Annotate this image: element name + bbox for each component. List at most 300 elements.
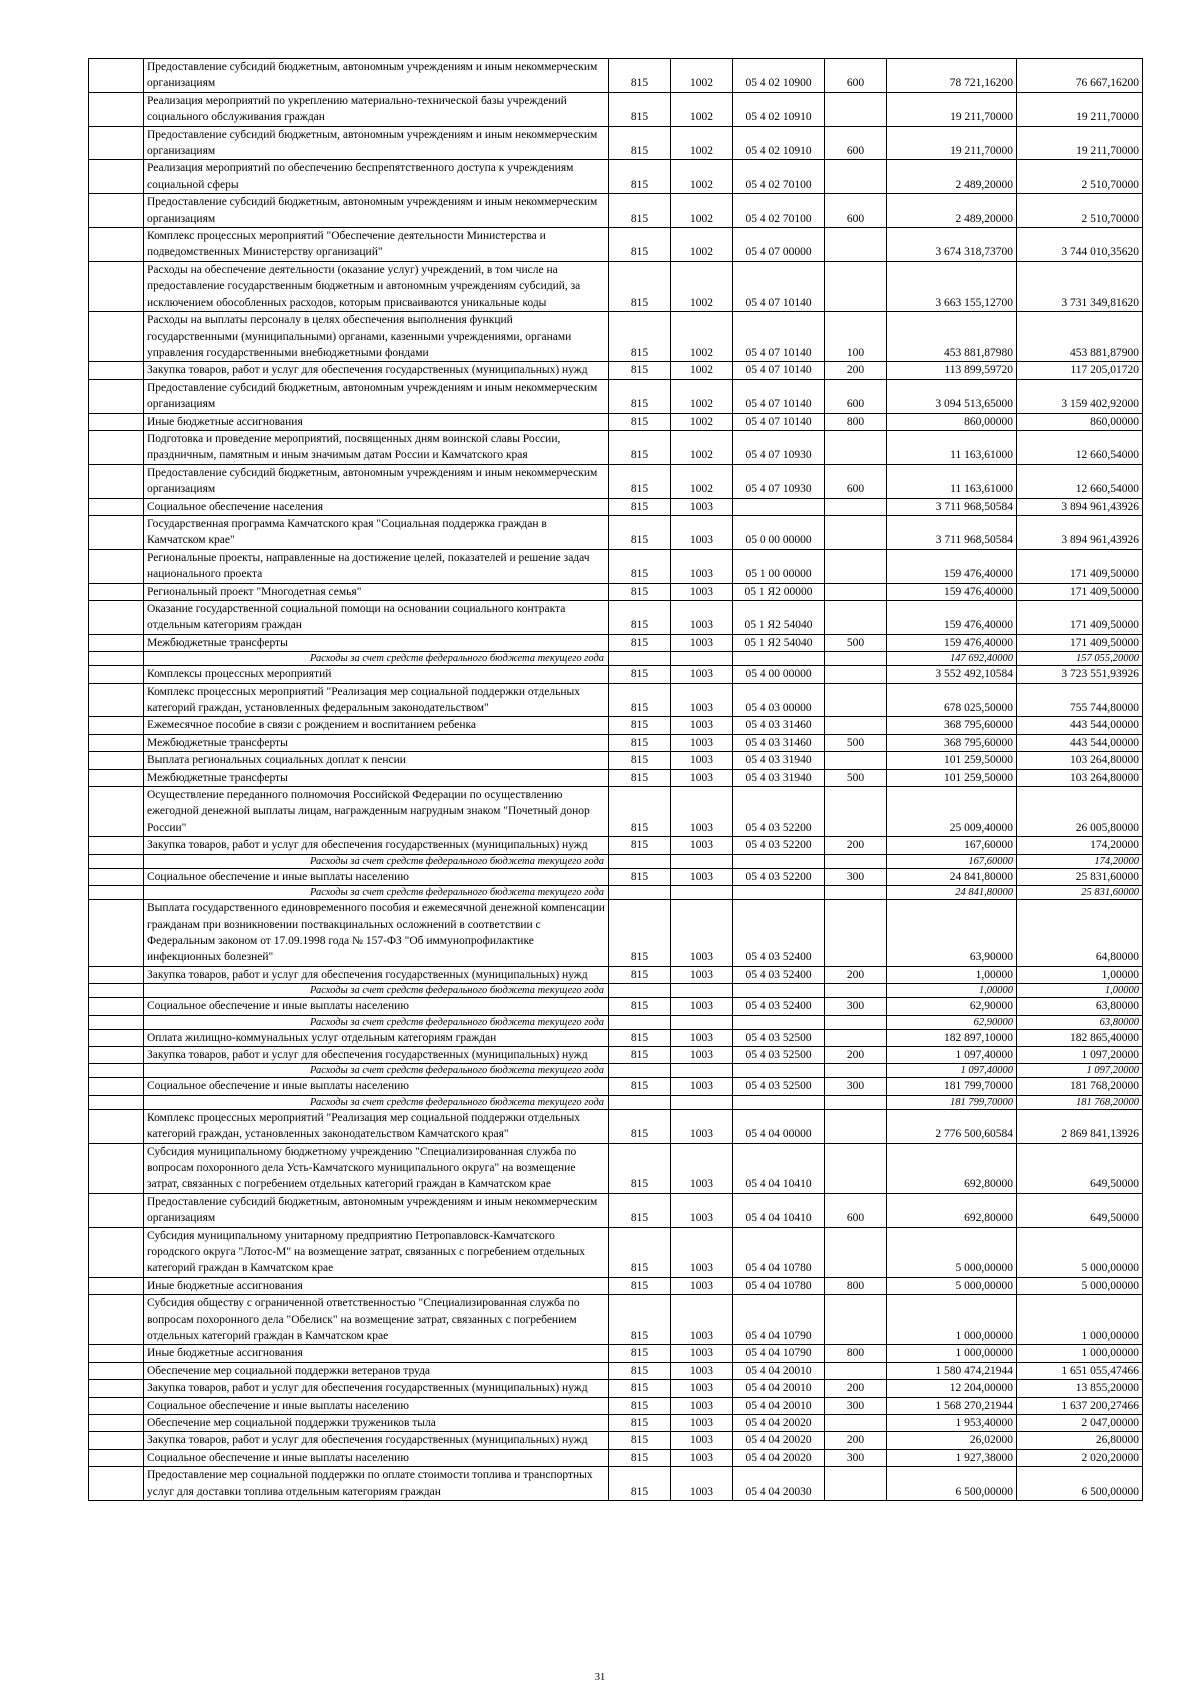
blank-index-cell bbox=[89, 886, 144, 900]
table-row bbox=[89, 1432, 1143, 1449]
section-code-cell bbox=[671, 652, 733, 666]
blank-index-cell bbox=[89, 634, 144, 651]
section-code-cell: 1003 bbox=[671, 1467, 733, 1501]
amount-year-2-cell: 1 637 200,27466 bbox=[1017, 1397, 1143, 1414]
table-row bbox=[89, 787, 1143, 837]
item-name-cell: Региональные проекты, направленные на достижение целей, показателей и решение задач национального проекта bbox=[144, 549, 609, 583]
table-row bbox=[89, 126, 1143, 160]
ministry-code-cell: 815 bbox=[609, 1467, 671, 1501]
amount-year-1-cell: 62,90000 bbox=[887, 1015, 1017, 1029]
table-row bbox=[89, 413, 1143, 430]
item-name-cell: Расходы за счет средств федерального бюджета текущего года bbox=[144, 1015, 609, 1029]
table-row bbox=[89, 734, 1143, 751]
amount-year-2-cell: 755 744,80000 bbox=[1017, 683, 1143, 717]
amount-year-2-cell: 19 211,70000 bbox=[1017, 92, 1143, 126]
amount-year-2-cell: 1,00000 bbox=[1017, 966, 1143, 983]
section-code-cell: 1003 bbox=[671, 683, 733, 717]
item-name-cell: Субсидия муниципальному унитарному предприятию Петропавловск-Камчатского городского округа "Лотос-М" на возмещение затрат, связанных с погребением отдельных категорий граждан в Камчатском крае bbox=[144, 1227, 609, 1277]
table-subrow-federal bbox=[89, 854, 1143, 868]
expense-type-cell bbox=[825, 515, 887, 549]
target-article-cell bbox=[733, 984, 825, 998]
table-row bbox=[89, 549, 1143, 583]
item-name-cell: Оказание государственной социальной помощи на основании социального контракта отдельным категориям граждан bbox=[144, 601, 609, 635]
expense-type-cell: 200 bbox=[825, 1432, 887, 1449]
item-name-cell: Предоставление субсидий бюджетным, автономным учреждениям и иным некоммерческим организациям bbox=[144, 194, 609, 228]
blank-index-cell bbox=[89, 601, 144, 635]
item-name-cell: Комплекс процессных мероприятий "Обеспечение деятельности Министерства и подведомственных Министерству организаций" bbox=[144, 228, 609, 262]
item-name-cell: Межбюджетные трансферты bbox=[144, 769, 609, 786]
ministry-code-cell: 815 bbox=[609, 92, 671, 126]
amount-year-1-cell: 860,00000 bbox=[887, 413, 1017, 430]
expense-type-cell bbox=[825, 160, 887, 194]
section-code-cell bbox=[671, 854, 733, 868]
section-code-cell: 1003 bbox=[671, 1109, 733, 1143]
ministry-code-cell: 815 bbox=[609, 769, 671, 786]
ministry-code-cell: 815 bbox=[609, 362, 671, 379]
target-article-cell: 05 4 04 20010 bbox=[733, 1380, 825, 1397]
ministry-code-cell: 815 bbox=[609, 601, 671, 635]
ministry-code-cell: 815 bbox=[609, 787, 671, 837]
target-article-cell: 05 4 07 10140 bbox=[733, 261, 825, 311]
target-article-cell: 05 4 03 00000 bbox=[733, 683, 825, 717]
section-code-cell: 1003 bbox=[671, 1345, 733, 1362]
amount-year-1-cell: 181 799,70000 bbox=[887, 1095, 1017, 1109]
ministry-code-cell: 815 bbox=[609, 1277, 671, 1294]
amount-year-2-cell: 1,00000 bbox=[1017, 984, 1143, 998]
expense-type-cell: 300 bbox=[825, 1449, 887, 1466]
blank-index-cell bbox=[89, 1277, 144, 1294]
blank-index-cell bbox=[89, 464, 144, 498]
target-article-cell: 05 4 02 70100 bbox=[733, 160, 825, 194]
expense-type-cell: 500 bbox=[825, 734, 887, 751]
target-article-cell: 05 4 03 52500 bbox=[733, 1029, 825, 1046]
amount-year-2-cell: 1 651 055,47466 bbox=[1017, 1362, 1143, 1379]
ministry-code-cell: 815 bbox=[609, 1432, 671, 1449]
target-article-cell: 05 4 04 20020 bbox=[733, 1415, 825, 1432]
expense-type-cell bbox=[825, 666, 887, 683]
blank-index-cell bbox=[89, 1432, 144, 1449]
table-row bbox=[89, 1397, 1143, 1414]
ministry-code-cell bbox=[609, 886, 671, 900]
item-name-cell: Предоставление субсидий бюджетным, автономным учреждениям и иным некоммерческим организациям bbox=[144, 464, 609, 498]
target-article-cell: 05 4 07 00000 bbox=[733, 228, 825, 262]
blank-index-cell bbox=[89, 312, 144, 362]
target-article-cell: 05 4 04 20020 bbox=[733, 1432, 825, 1449]
expense-type-cell: 600 bbox=[825, 59, 887, 93]
section-code-cell: 1002 bbox=[671, 160, 733, 194]
amount-year-1-cell: 3 711 968,50584 bbox=[887, 498, 1017, 515]
ministry-code-cell: 815 bbox=[609, 1193, 671, 1227]
table-row bbox=[89, 1046, 1143, 1063]
blank-index-cell bbox=[89, 1415, 144, 1432]
blank-index-cell bbox=[89, 379, 144, 413]
section-code-cell: 1003 bbox=[671, 498, 733, 515]
ministry-code-cell: 815 bbox=[609, 430, 671, 464]
target-article-cell: 05 1 Я2 54040 bbox=[733, 634, 825, 651]
expense-type-cell bbox=[825, 1227, 887, 1277]
ministry-code-cell bbox=[609, 652, 671, 666]
expense-type-cell: 200 bbox=[825, 837, 887, 854]
amount-year-2-cell: 3 731 349,81620 bbox=[1017, 261, 1143, 311]
expense-type-cell bbox=[825, 1095, 887, 1109]
amount-year-2-cell: 3 894 961,43926 bbox=[1017, 498, 1143, 515]
section-code-cell bbox=[671, 1095, 733, 1109]
expense-type-cell bbox=[825, 984, 887, 998]
item-name-cell: Расходы за счет средств федерального бюджета текущего года bbox=[144, 1095, 609, 1109]
expense-type-cell: 800 bbox=[825, 413, 887, 430]
section-code-cell: 1003 bbox=[671, 1046, 733, 1063]
ministry-code-cell: 815 bbox=[609, 868, 671, 885]
amount-year-1-cell: 5 000,00000 bbox=[887, 1277, 1017, 1294]
amount-year-2-cell: 12 660,54000 bbox=[1017, 430, 1143, 464]
table-row bbox=[89, 583, 1143, 600]
item-name-cell: Иные бюджетные ассигнования bbox=[144, 413, 609, 430]
expense-type-cell: 300 bbox=[825, 1397, 887, 1414]
table-row bbox=[89, 1109, 1143, 1143]
table-row bbox=[89, 601, 1143, 635]
amount-year-2-cell: 3 159 402,92000 bbox=[1017, 379, 1143, 413]
ministry-code-cell: 815 bbox=[609, 1109, 671, 1143]
blank-index-cell bbox=[89, 362, 144, 379]
amount-year-1-cell: 1 000,00000 bbox=[887, 1345, 1017, 1362]
blank-index-cell bbox=[89, 666, 144, 683]
ministry-code-cell: 815 bbox=[609, 1227, 671, 1277]
amount-year-1-cell: 3 552 492,10584 bbox=[887, 666, 1017, 683]
table-row bbox=[89, 1143, 1143, 1193]
section-code-cell: 1003 bbox=[671, 998, 733, 1015]
target-article-cell bbox=[733, 498, 825, 515]
amount-year-2-cell: 1 097,20000 bbox=[1017, 1064, 1143, 1078]
section-code-cell: 1003 bbox=[671, 1143, 733, 1193]
amount-year-1-cell: 5 000,00000 bbox=[887, 1227, 1017, 1277]
amount-year-1-cell: 167,60000 bbox=[887, 854, 1017, 868]
amount-year-2-cell: 12 660,54000 bbox=[1017, 464, 1143, 498]
expense-type-cell bbox=[825, 752, 887, 769]
table-row bbox=[89, 379, 1143, 413]
target-article-cell: 05 4 04 20030 bbox=[733, 1467, 825, 1501]
section-code-cell: 1003 bbox=[671, 966, 733, 983]
amount-year-1-cell: 25 009,40000 bbox=[887, 787, 1017, 837]
expense-type-cell: 300 bbox=[825, 1078, 887, 1095]
table-row bbox=[89, 160, 1143, 194]
blank-index-cell bbox=[89, 652, 144, 666]
amount-year-2-cell: 174,20000 bbox=[1017, 854, 1143, 868]
section-code-cell: 1002 bbox=[671, 126, 733, 160]
expense-type-cell: 600 bbox=[825, 126, 887, 160]
table-subrow-federal bbox=[89, 984, 1143, 998]
target-article-cell: 05 4 04 10790 bbox=[733, 1345, 825, 1362]
blank-index-cell bbox=[89, 261, 144, 311]
table-row bbox=[89, 430, 1143, 464]
amount-year-1-cell: 101 259,50000 bbox=[887, 769, 1017, 786]
amount-year-2-cell: 3 894 961,43926 bbox=[1017, 515, 1143, 549]
section-code-cell bbox=[671, 886, 733, 900]
target-article-cell: 05 4 04 20020 bbox=[733, 1449, 825, 1466]
section-code-cell: 1003 bbox=[671, 769, 733, 786]
section-code-cell: 1003 bbox=[671, 717, 733, 734]
section-code-cell: 1003 bbox=[671, 837, 733, 854]
target-article-cell: 05 4 02 70100 bbox=[733, 194, 825, 228]
item-name-cell: Расходы за счет средств федерального бюджета текущего года bbox=[144, 984, 609, 998]
target-article-cell bbox=[733, 1015, 825, 1029]
section-code-cell: 1003 bbox=[671, 1295, 733, 1345]
ministry-code-cell: 815 bbox=[609, 900, 671, 967]
section-code-cell: 1003 bbox=[671, 1432, 733, 1449]
expense-type-cell bbox=[825, 601, 887, 635]
amount-year-2-cell: 171 409,50000 bbox=[1017, 601, 1143, 635]
amount-year-2-cell: 2 510,70000 bbox=[1017, 160, 1143, 194]
item-name-cell: Иные бюджетные ассигнования bbox=[144, 1277, 609, 1294]
amount-year-1-cell: 1 580 474,21944 bbox=[887, 1362, 1017, 1379]
amount-year-1-cell: 19 211,70000 bbox=[887, 92, 1017, 126]
amount-year-1-cell: 692,80000 bbox=[887, 1193, 1017, 1227]
amount-year-1-cell: 19 211,70000 bbox=[887, 126, 1017, 160]
item-name-cell: Закупка товаров, работ и услуг для обеспечения государственных (муниципальных) нужд bbox=[144, 1432, 609, 1449]
amount-year-2-cell: 64,80000 bbox=[1017, 900, 1143, 967]
budget-table bbox=[88, 58, 1143, 1501]
expense-type-cell bbox=[825, 583, 887, 600]
ministry-code-cell bbox=[609, 854, 671, 868]
target-article-cell: 05 4 07 10930 bbox=[733, 464, 825, 498]
expense-type-cell: 200 bbox=[825, 1380, 887, 1397]
table-subrow-federal bbox=[89, 886, 1143, 900]
section-code-cell: 1003 bbox=[671, 752, 733, 769]
item-name-cell: Региональный проект "Многодетная семья" bbox=[144, 583, 609, 600]
amount-year-2-cell: 181 768,20000 bbox=[1017, 1095, 1143, 1109]
table-row bbox=[89, 1078, 1143, 1095]
blank-index-cell bbox=[89, 900, 144, 967]
section-code-cell: 1002 bbox=[671, 261, 733, 311]
blank-index-cell bbox=[89, 787, 144, 837]
item-name-cell: Комплексы процессных мероприятий bbox=[144, 666, 609, 683]
ministry-code-cell: 815 bbox=[609, 1143, 671, 1193]
target-article-cell: 05 4 03 52200 bbox=[733, 868, 825, 885]
expense-type-cell bbox=[825, 652, 887, 666]
blank-index-cell bbox=[89, 1015, 144, 1029]
item-name-cell: Социальное обеспечение населения bbox=[144, 498, 609, 515]
ministry-code-cell: 815 bbox=[609, 666, 671, 683]
target-article-cell: 05 4 07 10140 bbox=[733, 413, 825, 430]
expense-type-cell bbox=[825, 430, 887, 464]
target-article-cell: 05 4 04 20010 bbox=[733, 1362, 825, 1379]
target-article-cell: 05 4 03 52500 bbox=[733, 1046, 825, 1063]
section-code-cell: 1003 bbox=[671, 1449, 733, 1466]
ministry-code-cell: 815 bbox=[609, 1415, 671, 1432]
amount-year-1-cell: 453 881,87980 bbox=[887, 312, 1017, 362]
ministry-code-cell: 815 bbox=[609, 160, 671, 194]
blank-index-cell bbox=[89, 430, 144, 464]
target-article-cell: 05 4 03 31940 bbox=[733, 769, 825, 786]
amount-year-1-cell: 159 476,40000 bbox=[887, 583, 1017, 600]
item-name-cell: Обеспечение мер социальной поддержки ветеранов труда bbox=[144, 1362, 609, 1379]
section-code-cell: 1002 bbox=[671, 228, 733, 262]
blank-index-cell bbox=[89, 160, 144, 194]
item-name-cell: Социальное обеспечение и иные выплаты населению bbox=[144, 1449, 609, 1466]
item-name-cell: Закупка товаров, работ и услуг для обеспечения государственных (муниципальных) нужд bbox=[144, 362, 609, 379]
table-row bbox=[89, 666, 1143, 683]
amount-year-1-cell: 167,60000 bbox=[887, 837, 1017, 854]
amount-year-1-cell: 26,02000 bbox=[887, 1432, 1017, 1449]
amount-year-2-cell: 76 667,16200 bbox=[1017, 59, 1143, 93]
section-code-cell: 1003 bbox=[671, 1227, 733, 1277]
expense-type-cell bbox=[825, 854, 887, 868]
expense-type-cell bbox=[825, 1362, 887, 1379]
amount-year-1-cell: 78 721,16200 bbox=[887, 59, 1017, 93]
section-code-cell: 1003 bbox=[671, 900, 733, 967]
ministry-code-cell: 815 bbox=[609, 1362, 671, 1379]
item-name-cell: Расходы за счет средств федерального бюджета текущего года bbox=[144, 854, 609, 868]
amount-year-1-cell: 1 953,40000 bbox=[887, 1415, 1017, 1432]
ministry-code-cell: 815 bbox=[609, 752, 671, 769]
section-code-cell: 1003 bbox=[671, 1415, 733, 1432]
item-name-cell: Закупка товаров, работ и услуг для обеспечения государственных (муниципальных) нужд bbox=[144, 1380, 609, 1397]
blank-index-cell bbox=[89, 984, 144, 998]
target-article-cell: 05 1 Я2 00000 bbox=[733, 583, 825, 600]
target-article-cell: 05 4 03 52200 bbox=[733, 787, 825, 837]
amount-year-1-cell: 692,80000 bbox=[887, 1143, 1017, 1193]
target-article-cell bbox=[733, 652, 825, 666]
ministry-code-cell: 815 bbox=[609, 1078, 671, 1095]
blank-index-cell bbox=[89, 1109, 144, 1143]
blank-index-cell bbox=[89, 734, 144, 751]
table-row bbox=[89, 717, 1143, 734]
amount-year-2-cell: 19 211,70000 bbox=[1017, 126, 1143, 160]
blank-index-cell bbox=[89, 1380, 144, 1397]
item-name-cell: Закупка товаров, работ и услуг для обеспечения государственных (муниципальных) нужд bbox=[144, 966, 609, 983]
blank-index-cell bbox=[89, 515, 144, 549]
table-body bbox=[89, 59, 1143, 1501]
ministry-code-cell: 815 bbox=[609, 379, 671, 413]
item-name-cell: Государственная программа Камчатского края "Социальная поддержка граждан в Камчатском крае" bbox=[144, 515, 609, 549]
blank-index-cell bbox=[89, 498, 144, 515]
target-article-cell: 05 4 03 31460 bbox=[733, 734, 825, 751]
table-row bbox=[89, 966, 1143, 983]
amount-year-1-cell: 63,90000 bbox=[887, 900, 1017, 967]
expense-type-cell: 800 bbox=[825, 1345, 887, 1362]
section-code-cell: 1002 bbox=[671, 464, 733, 498]
amount-year-2-cell: 860,00000 bbox=[1017, 413, 1143, 430]
target-article-cell: 05 4 04 10780 bbox=[733, 1227, 825, 1277]
expense-type-cell: 500 bbox=[825, 634, 887, 651]
expense-type-cell bbox=[825, 1295, 887, 1345]
table-row bbox=[89, 837, 1143, 854]
item-name-cell: Субсидия обществу с ограниченной ответственностью "Специализированная служба по вопросам похоронного дела "Обелиск" на возмещение затрат, связанных с погребением отдельных категорий граждан в Камчатском крае bbox=[144, 1295, 609, 1345]
amount-year-2-cell: 2 869 841,13926 bbox=[1017, 1109, 1143, 1143]
ministry-code-cell: 815 bbox=[609, 498, 671, 515]
expense-type-cell: 800 bbox=[825, 1277, 887, 1294]
target-article-cell: 05 4 03 52400 bbox=[733, 900, 825, 967]
amount-year-1-cell: 159 476,40000 bbox=[887, 601, 1017, 635]
table-row bbox=[89, 59, 1143, 93]
blank-index-cell bbox=[89, 59, 144, 93]
ministry-code-cell: 815 bbox=[609, 1380, 671, 1397]
ministry-code-cell: 815 bbox=[609, 734, 671, 751]
item-name-cell: Закупка товаров, работ и услуг для обеспечения государственных (муниципальных) нужд bbox=[144, 1046, 609, 1063]
section-code-cell: 1002 bbox=[671, 194, 733, 228]
blank-index-cell bbox=[89, 583, 144, 600]
table-row bbox=[89, 998, 1143, 1015]
amount-year-1-cell: 368 795,60000 bbox=[887, 717, 1017, 734]
target-article-cell: 05 4 04 10410 bbox=[733, 1193, 825, 1227]
ministry-code-cell: 815 bbox=[609, 1046, 671, 1063]
amount-year-2-cell: 13 855,20000 bbox=[1017, 1380, 1143, 1397]
section-code-cell: 1002 bbox=[671, 430, 733, 464]
amount-year-2-cell: 2 510,70000 bbox=[1017, 194, 1143, 228]
ministry-code-cell: 815 bbox=[609, 1029, 671, 1046]
table-row bbox=[89, 261, 1143, 311]
blank-index-cell bbox=[89, 769, 144, 786]
expense-type-cell: 600 bbox=[825, 379, 887, 413]
item-name-cell: Расходы на выплаты персоналу в целях обеспечения выполнения функций государственными (муниципальными) органами, казенными учреждениями, органами управления государственными внебюджетными фондами bbox=[144, 312, 609, 362]
amount-year-1-cell: 3 094 513,65000 bbox=[887, 379, 1017, 413]
section-code-cell: 1002 bbox=[671, 362, 733, 379]
amount-year-2-cell: 649,50000 bbox=[1017, 1143, 1143, 1193]
amount-year-2-cell: 443 544,00000 bbox=[1017, 734, 1143, 751]
target-article-cell: 05 4 03 52400 bbox=[733, 966, 825, 983]
expense-type-cell bbox=[825, 683, 887, 717]
amount-year-1-cell: 1 000,00000 bbox=[887, 1295, 1017, 1345]
item-name-cell: Социальное обеспечение и иные выплаты населению bbox=[144, 868, 609, 885]
amount-year-1-cell: 2 776 500,60584 bbox=[887, 1109, 1017, 1143]
amount-year-2-cell: 1 097,20000 bbox=[1017, 1046, 1143, 1063]
section-code-cell: 1003 bbox=[671, 1193, 733, 1227]
amount-year-2-cell: 117 205,01720 bbox=[1017, 362, 1143, 379]
section-code-cell: 1003 bbox=[671, 1362, 733, 1379]
amount-year-1-cell: 11 163,61000 bbox=[887, 464, 1017, 498]
expense-type-cell bbox=[825, 787, 887, 837]
amount-year-1-cell: 24 841,80000 bbox=[887, 886, 1017, 900]
section-code-cell: 1002 bbox=[671, 312, 733, 362]
section-code-cell: 1003 bbox=[671, 515, 733, 549]
table-row bbox=[89, 312, 1143, 362]
target-article-cell: 05 4 02 10900 bbox=[733, 59, 825, 93]
expense-type-cell bbox=[825, 228, 887, 262]
amount-year-2-cell: 174,20000 bbox=[1017, 837, 1143, 854]
expense-type-cell bbox=[825, 549, 887, 583]
amount-year-2-cell: 182 865,40000 bbox=[1017, 1029, 1143, 1046]
table-subrow-federal bbox=[89, 652, 1143, 666]
blank-index-cell bbox=[89, 998, 144, 1015]
item-name-cell: Предоставление субсидий бюджетным, автономным учреждениям и иным некоммерческим организациям bbox=[144, 59, 609, 93]
table-row bbox=[89, 464, 1143, 498]
blank-index-cell bbox=[89, 1227, 144, 1277]
item-name-cell: Предоставление субсидий бюджетным, автономным учреждениям и иным некоммерческим организациям bbox=[144, 126, 609, 160]
item-name-cell: Предоставление мер социальной поддержки по оплате стоимости топлива и транспортных услуг для доставки топлива отдельным категориям граждан bbox=[144, 1467, 609, 1501]
item-name-cell: Предоставление субсидий бюджетным, автономным учреждениям и иным некоммерческим организациям bbox=[144, 379, 609, 413]
page-number: 31 bbox=[594, 1672, 606, 1683]
amount-year-2-cell: 103 264,80000 bbox=[1017, 769, 1143, 786]
ministry-code-cell: 815 bbox=[609, 312, 671, 362]
amount-year-1-cell: 1 927,38000 bbox=[887, 1449, 1017, 1466]
expense-type-cell bbox=[825, 717, 887, 734]
amount-year-1-cell: 6 500,00000 bbox=[887, 1467, 1017, 1501]
ministry-code-cell: 815 bbox=[609, 549, 671, 583]
blank-index-cell bbox=[89, 413, 144, 430]
amount-year-2-cell: 63,80000 bbox=[1017, 998, 1143, 1015]
section-code-cell: 1003 bbox=[671, 601, 733, 635]
amount-year-1-cell: 1,00000 bbox=[887, 966, 1017, 983]
item-name-cell: Реализация мероприятий по укреплению материально-технической базы учреждений социального обслуживания граждан bbox=[144, 92, 609, 126]
ministry-code-cell: 815 bbox=[609, 683, 671, 717]
item-name-cell: Предоставление субсидий бюджетным, автономным учреждениям и иным некоммерческим организациям bbox=[144, 1193, 609, 1227]
expense-type-cell bbox=[825, 886, 887, 900]
amount-year-1-cell: 1 097,40000 bbox=[887, 1064, 1017, 1078]
amount-year-1-cell: 113 899,59720 bbox=[887, 362, 1017, 379]
amount-year-2-cell: 6 500,00000 bbox=[1017, 1467, 1143, 1501]
item-name-cell: Расходы за счет средств федерального бюджета текущего года bbox=[144, 652, 609, 666]
target-article-cell bbox=[733, 1064, 825, 1078]
target-article-cell: 05 4 02 10910 bbox=[733, 126, 825, 160]
